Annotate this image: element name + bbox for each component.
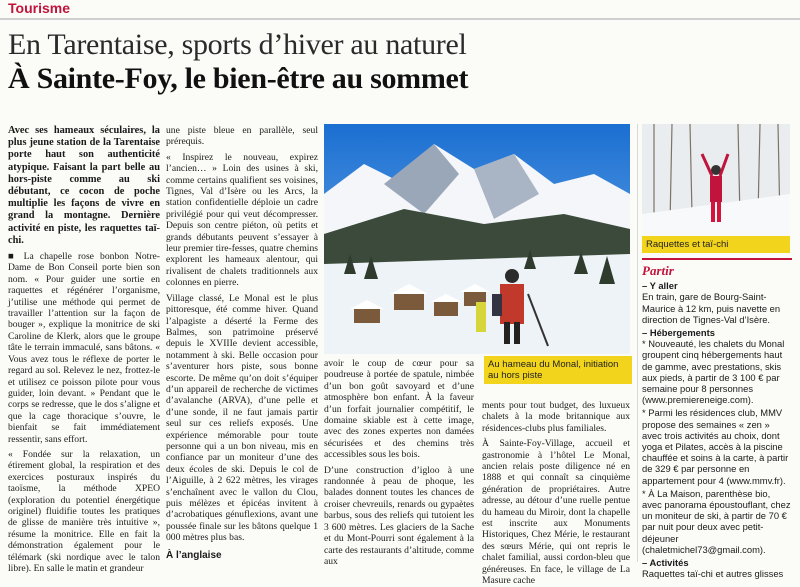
body-paragraph: ments pour tout budget, des luxueux chalets à la mode britannique aux résidences-clubs plus familiales. <box>482 400 630 434</box>
body-paragraph: ■ La chapelle rose bonbon Notre-Dame de Bon Conseil porte bien son nom. « Pour guider une sortie en raquettes et régénérer l’organisme, j’utilise une méthode qui permet de travailler l’attention sur la façon de bouger », explique la monitrice de ski Caroline de Klerk, alors que le groupe tâte le terrain immaculé, sans bâtons. « Vous avez tous le réflexe de porter le regard au sol. Relevez le nez, frottez-le et utilisez ce poisson pilote pour vous guider, loin devant. » Pendant que le corps se redresse, que le dos s’aligne et que la cage thoracique s’ouvre, le bienfait se fait immédiatement ressentir, sans effort. <box>8 251 160 445</box>
sidebar-text: * Nouveauté, les chalets du Monal groupent cinq hébergements haut de gamme, avec prestations, skis aux pieds, à partir de 3 100 € par semaine pour 8 personnes (www.premiereneige.com). <box>642 338 785 406</box>
main-photo-mountain-skier <box>324 124 630 354</box>
lead-paragraph: Avec ses hameaux séculaires, la plus jeune station de la Tarentaise porte haut son authenticité atypique. Faisant la part belle au hors-piste comme au ski débutant, ce cocon de poche multiplie les façons de vivre en grand la montagne. Dernière activité en piste, les raquettes taï-chi. <box>8 125 160 246</box>
column-2 <box>166 125 318 562</box>
body-paragraph: une piste bleue en parallèle, seul prérequis. <box>166 125 318 148</box>
body-paragraph: « Inspirez le nouveau, expirez l’ancien… » Loin des usines à ski, comme certains qualifient ses voisines, Tignes, Val d’Isère ou les Arcs, la station confidentielle déploie un cadre privilégié pour qui veut décompresser. Depuis son centre piéton, où petits et grands débutants peuvent s’essayer à leur premier tire-fesses, quatre chemins explorent les hameaux alentour, qui rivalisent de chalets traditionnels aux colonnes en pierre. <box>166 151 318 289</box>
subheading: À l’anglaise <box>166 549 222 561</box>
top-rule <box>0 18 800 20</box>
sidebar-heading: – Hébergements <box>642 327 715 339</box>
photo-caption-small: Raquettes et taï-chi <box>642 236 790 253</box>
column-4 <box>482 400 630 587</box>
body-paragraph: D’une construction d’igloo à une randonnée à peau de phoque, les balades donnent toutes les chances de croiser chevreuils, renards ou gypaètes barbus, sous des reliefs qui tutoient les 3 600 mètres. Les glaciers de la Sache et du Mont-Pourri sont également à la carte des restaurants d’altitude, comme aux <box>324 464 474 567</box>
sidebar-text: En train, gare de Bourg-Saint-Maurice à 12 km, puis navette en direction de Tignes-Val d’Isère. <box>642 291 781 325</box>
headline-secondary: À Sainte-Foy, le bien-être au sommet <box>8 62 469 95</box>
body-paragraph: À Sainte-Foy-Village, accueil et gastronomie à l’hôtel Le Monal, ancien relais poste diligence né en 1888 et qui connaît sa cinquième génération de propriétaires. Autre adresse, au détour d’une ruelle pentue du hameau du Miroir, dont la chapelle est inscrite aux Monuments Historiques, Chez Mérie, le restaurant des sœurs Mérie, qui ont repris le chalet familial, aussi cordon-bleu que généreuses. En face, le village de La Masure cache <box>482 438 630 587</box>
column-3 <box>324 358 474 567</box>
mountain-illustration <box>324 124 630 354</box>
body-paragraph: avoir le coup de cœur pour sa poudreuse à portée de spatule, nimbée d’un bon goût savoyard et d’une atmosphère bon enfant. À la faveur d’un forfait journalier compétitif, le domaine skiable est à cette image, avec des zones expertes non damées sécurisées et des chemins très accessibles sous les bois. <box>324 358 474 461</box>
section-rubric: Tourisme <box>8 0 70 16</box>
body-paragraph: Village classé, Le Monal est le plus pittoresque, été comme hiver. Quand l’alpagiste a déserté la Ferme des Balmes, son patrimoine préservé depuis le XVIIIe devient accessible, notamment à ski. Belle occasion pour s’aventurer hors piste, sous bonne escorte. De même qu’on doit s’équiper d’un appareil de recherche de victimes d’avalanche (ARVA), d’une pelle et d’une sonde, il ne faut jamais partir seul sur ces reliefs exposés. Une expérience mémorable pour toute personne qui a un bon niveau, mis en confiance par un moniteur d’une des deux écoles de ski. Depuis le col de l’Aiguille, à 2 622 mètres, les virages s’enchaînent avec le vallon du Clou, puis mélèzes et épicéas invitent à d’acrobatiques génuflexions, avant une poussée finale sur les bâtons quelque 1 000 mètres plus bas. <box>166 292 318 544</box>
sidebar-heading: – Activités <box>642 557 689 569</box>
sidebar-text: * Parmi les résidences club, MMV propose des semaines « zen » avec trois activités au choix, dont yoga et Pilates, accès à la piscine chauffée et soins à la carte, à partir de 329 € par personne en appartement pour 4 (www.mmv.fr). <box>642 407 789 486</box>
column-divider <box>637 124 638 562</box>
sidebar-text: Raquettes taï-chi et autres glisses <box>642 568 784 580</box>
body-paragraph: « Fondée sur la relaxation, un étirement global, la respiration et des exercices posturaux inspirés du taoïsme, la méthode XPEO (exploration du potentiel énergétique originel) fluidifie toutes les pratiques de glisse de manière très intuitive », résume la monitrice. Elle en fait la démonstration également pour le télémark (ski nordique avec le talon libre). En salle le matin et grandeur <box>8 448 160 574</box>
sidebar-partir <box>642 258 792 580</box>
sidebar-title: Partir <box>642 263 674 278</box>
forest-illustration <box>642 124 790 250</box>
headline-primary: En Tarentaise, sports d’hiver au naturel <box>8 28 467 61</box>
small-photo-snowshoe <box>642 124 790 250</box>
sidebar-heading: – Y aller <box>642 280 678 292</box>
sidebar-text: * À La Maison, parenthèse bio, avec panorama époustouflant, chez un moniteur de ski, à partir de 70 € par nuit pour deux avec petit-déjeuner (chaletmichel73@gmail.com). <box>642 487 791 555</box>
photo-caption-main: Au hameau du Monal, initiation au hors piste <box>484 356 632 384</box>
column-1 <box>8 125 160 574</box>
